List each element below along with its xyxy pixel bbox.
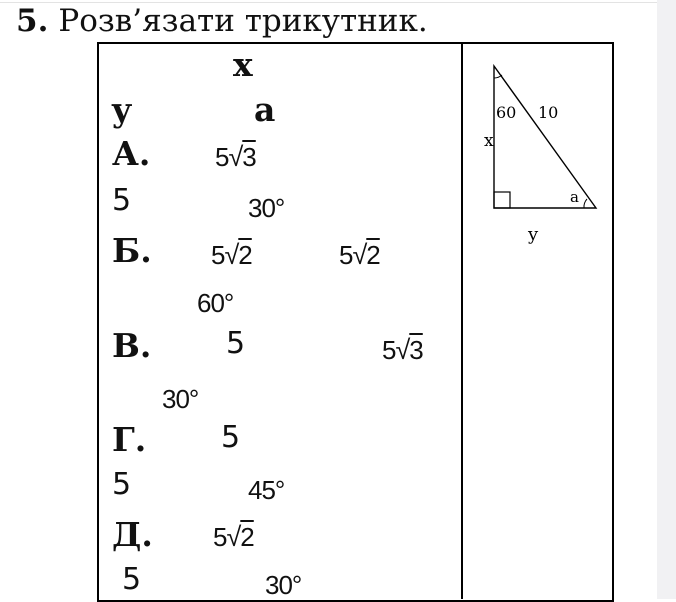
option-g-angle: 45° [248, 475, 285, 505]
leg-x-label: x [484, 131, 494, 151]
option-a-y-value: 5 [112, 183, 132, 218]
option-b-angle: 60° [197, 288, 234, 318]
option-a-letter: А. [112, 134, 151, 173]
table-column-divider [461, 42, 463, 599]
option-a-angle: 30° [248, 193, 285, 223]
triangle-outline [494, 66, 596, 208]
right-angle-mark [494, 192, 510, 208]
header-a: a [254, 90, 276, 129]
angle-bottom-label: a [570, 188, 579, 206]
option-d-letter: Д. [112, 515, 153, 554]
option-d-y-value: 5 [122, 562, 142, 597]
option-b-y-value: 5√2 [339, 240, 380, 270]
option-a-x-value: 5√3 [215, 142, 256, 172]
header-x: x [233, 45, 253, 84]
option-g-x-value: 5 [221, 420, 241, 455]
hypotenuse-label: 10 [538, 103, 559, 122]
option-v-x-value: 5 [226, 326, 246, 361]
option-v-angle: 30° [162, 384, 199, 414]
task-header [16, 2, 428, 40]
angle-top-label: 60 [496, 103, 517, 122]
right-edge-strip [657, 0, 676, 599]
option-d-x-value: 5√2 [213, 522, 254, 552]
header-y: y [112, 90, 132, 129]
right-triangle-diagram [478, 56, 618, 256]
top-angle-arc [494, 75, 502, 78]
option-g-letter: Г. [112, 420, 147, 459]
leg-y-label: y [528, 224, 539, 245]
task-title: Розв’язати трикутник. [58, 3, 428, 39]
option-b-x-value: 5√2 [211, 240, 252, 270]
option-d-angle: 30° [265, 570, 302, 600]
option-v-letter: В. [112, 326, 152, 365]
option-v-y-value: 5√3 [382, 335, 423, 365]
task-number: 5. [16, 3, 49, 39]
bottom-angle-arc [584, 199, 587, 208]
option-b-letter: Б. [112, 231, 152, 270]
option-g-y-value: 5 [112, 467, 132, 502]
